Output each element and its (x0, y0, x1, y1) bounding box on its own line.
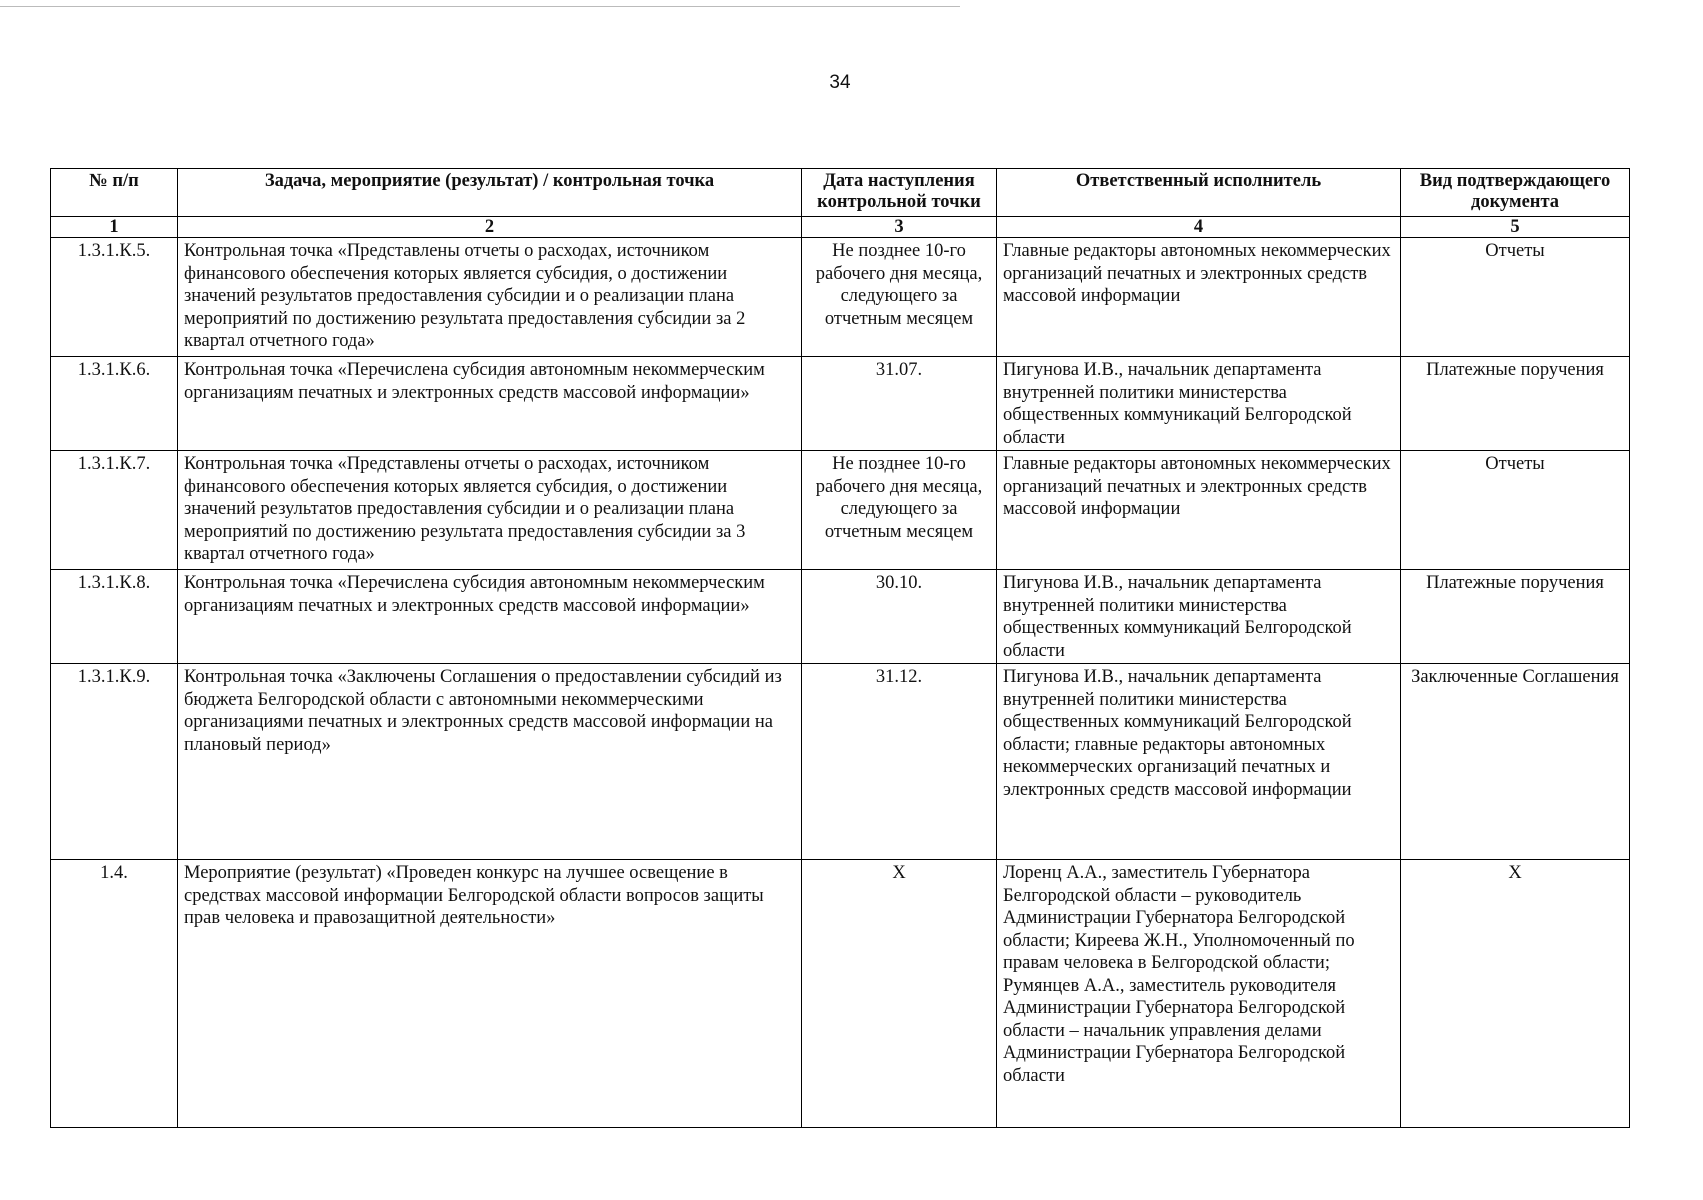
row-number: 1.3.1.К.5. (51, 238, 178, 357)
row-number: 1.3.1.К.8. (51, 570, 178, 664)
column-numbers-row (51, 217, 1630, 238)
row-task: Мероприятие (результат) «Проведен конкурс на лучшее освещение в средствах массовой информации Белгородской области вопросов защиты прав человека и правозащитной деятельности» (178, 860, 802, 1128)
row-executor: Пигунова И.В., начальник департамента внутренней политики министерства общественных коммуникаций Белгородской области; главные редакторы автономных некоммерческих организаций печатных и электронных средств массовой информации (997, 664, 1401, 860)
row-date: 31.12. (802, 664, 997, 860)
row-task: Контрольная точка «Перечислена субсидия автономным некоммерческим организациям печатных и электронных средств массовой информации» (178, 570, 802, 664)
page-number: 34 (829, 72, 851, 93)
row-document: Х (1401, 860, 1630, 1128)
control-points-table (50, 168, 1630, 1128)
header-executor: Ответственный исполнитель (997, 169, 1401, 217)
row-executor: Пигунова И.В., начальник департамента внутренней политики министерства общественных коммуникаций Белгородской области (997, 357, 1401, 451)
row-date: 31.07. (802, 357, 997, 451)
table-row (51, 570, 1630, 664)
table-row (51, 451, 1630, 570)
row-executor: Главные редакторы автономных некоммерческих организаций печатных и электронных средств массовой информации (997, 238, 1401, 357)
column-number: 3 (802, 217, 997, 238)
table-row (51, 357, 1630, 451)
header-row (51, 169, 1630, 217)
table-row (51, 238, 1630, 357)
row-document: Отчеты (1401, 451, 1630, 570)
table-row (51, 860, 1630, 1128)
row-document: Заключенные Соглашения (1401, 664, 1630, 860)
row-task: Контрольная точка «Представлены отчеты о расходах, источником финансового обеспечения которых является субсидия, о достижении значений результатов предоставления субсидии и о реализации плана мероприятий по достижению результата предоставления субсидии за 3 квартал отчетного года» (178, 451, 802, 570)
row-date: Не позднее 10-го рабочего дня месяца, следующего за отчетным месяцем (802, 451, 997, 570)
row-date: Х (802, 860, 997, 1128)
header-number: № п/п (51, 169, 178, 217)
row-executor: Главные редакторы автономных некоммерческих организаций печатных и электронных средств массовой информации (997, 451, 1401, 570)
column-number: 1 (51, 217, 178, 238)
scan-top-line (0, 6, 960, 7)
header-date: Дата наступления контрольной точки (802, 169, 997, 217)
row-executor: Пигунова И.В., начальник департамента внутренней политики министерства общественных коммуникаций Белгородской области (997, 570, 1401, 664)
row-number: 1.3.1.К.9. (51, 664, 178, 860)
row-number: 1.3.1.К.6. (51, 357, 178, 451)
header-document: Вид подтверждающего документа (1401, 169, 1630, 217)
column-number: 4 (997, 217, 1401, 238)
row-number: 1.4. (51, 860, 178, 1128)
row-document: Платежные поручения (1401, 570, 1630, 664)
row-date: 30.10. (802, 570, 997, 664)
row-task: Контрольная точка «Заключены Соглашения о предоставлении субсидий из бюджета Белгородской области с автономными некоммерческими организациями печатных и электронных средств массовой информации на плановый период» (178, 664, 802, 860)
row-date: Не позднее 10-го рабочего дня месяца, следующего за отчетным месяцем (802, 238, 997, 357)
column-number: 2 (178, 217, 802, 238)
row-document: Платежные поручения (1401, 357, 1630, 451)
row-executor: Лоренц А.А., заместитель Губернатора Белгородской области – руководитель Администрации Губернатора Белгородской области; Киреева Ж.Н., Уполномоченный по правам человека в Белгородской области; Румянцев А.А., заместитель руководителя Администрации Губернатора Белгородской области – начальник управления делами Администрации Губернатора Белгородской области (997, 860, 1401, 1128)
row-document: Отчеты (1401, 238, 1630, 357)
header-task: Задача, мероприятие (результат) / контрольная точка (178, 169, 802, 217)
table-row (51, 664, 1630, 860)
row-task: Контрольная точка «Перечислена субсидия автономным некоммерческим организациям печатных и электронных средств массовой информации» (178, 357, 802, 451)
row-task: Контрольная точка «Представлены отчеты о расходах, источником финансового обеспечения которых является субсидия, о достижении значений результатов предоставления субсидии и о реализации плана мероприятий по достижению результата предоставления субсидии за 2 квартал отчетного года» (178, 238, 802, 357)
column-number: 5 (1401, 217, 1630, 238)
row-number: 1.3.1.К.7. (51, 451, 178, 570)
